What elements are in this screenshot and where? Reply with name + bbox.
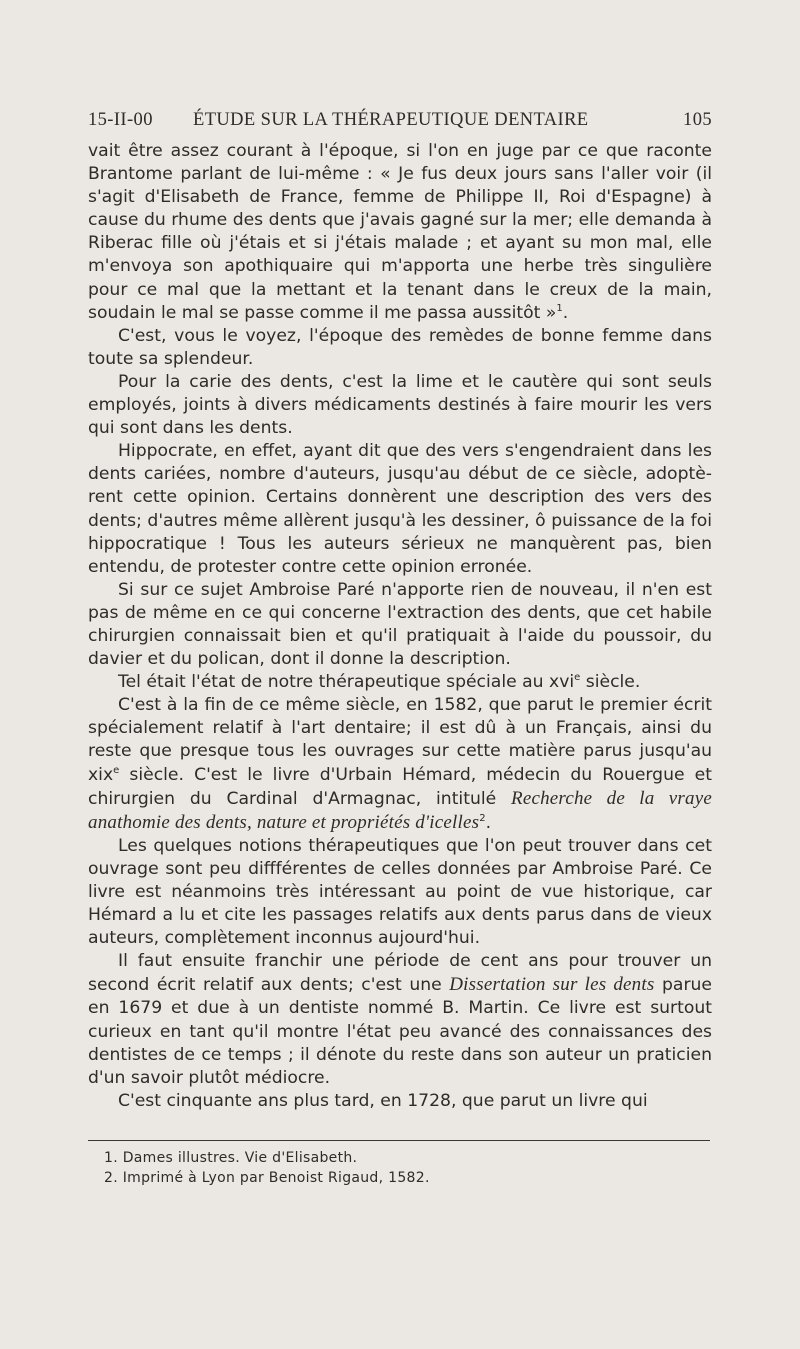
running-header	[88, 110, 712, 134]
footnotes	[104, 1148, 704, 1188]
book-title-martin: Dissertation sur les dents	[449, 974, 655, 996]
book-title-hemard: Recherche de la vraye anathomie des dents, nature et propriétés d'icelles	[88, 787, 712, 833]
paragraph-2: C'est, vous le voyez, l'époque des remèdes de bonne femme dans toute sa splendeur.	[88, 325, 712, 369]
paragraph-5: Si sur ce sujet Ambroise Paré n'apporte rien de nouveau, il n'en est pas de même en ce qui concerne l'extraction des dents, que cet habile chirurgien connaissait bien et qu'il pratiquait à l'aide du poussoir, du davier et du polican, dont il donne la description.	[88, 579, 712, 670]
paragraph-6: Tel était l'état de notre thérapeutique spéciale au xvi$^e$ siècle.	[118, 672, 641, 693]
paragraph-1: vait être assez courant à l'époque, si l'on en juge par ce que raconte Brantome parlant de lui-même : « Je fus deux jours sans l'aller voir (il s'agit d'Elisabeth de France, femme de Philippe II, Roi d'Espagne) à cause du rhume des dents que j'avais gagné sur la mer; elle demanda à Riberac fille où j'étais et si j'étais malade ; et ayant su mon mal, elle m'envoya son apothiquaire qui m'apporta une herbe très singulière pour ce mal que la mettant et la tenant dans le creux de la main, soudain le mal se passe comme il me passa aussitôt »$^1$.	[88, 141, 712, 323]
running-title: ÉTUDE SUR LA THÉRAPEUTIQUE DENTAIRE	[193, 110, 589, 130]
footnote-ref-1: 1	[556, 302, 563, 314]
paragraph-7: C'est à la fin de ce même siècle, en 1582, que parut le premier écrit spécialement relatif à l'art dentaire; il est dû à un Français, ainsi du reste que presque tous les ouvrages sur cette matière parus jusqu'au xix$^e$ siècle. C'est le livre d'Urbain Hémard, médecin du Rouergue et chirurgien du Cardinal d'Armagnac, intitulé Recherche de la vraye anathomie des dents, nature et propriétés d'icelles$^2$.	[88, 695, 712, 833]
footnote-2: 2. Imprimé à Lyon par Benoist Rigaud, 1582.	[104, 1170, 430, 1186]
body-text	[88, 140, 712, 1113]
paragraph-3: Pour la carie des dents, c'est la lime et le cautère qui sont seuls employés, joints à divers médicaments destinés à faire mourir les vers qui sont dans les dents.	[88, 371, 712, 439]
paragraph-10: C'est cinquante ans plus tard, en 1728, que parut un livre qui	[118, 1090, 648, 1111]
footnote-divider	[88, 1140, 710, 1141]
paragraph-9: Il faut ensuite franchir une période de cent ans pour trouver un second écrit relatif aux dents; c'est une Dissertation sur les dents parue en 1679 et due à un dentiste nommé B. Martin. Ce livre est surtout curieux en tant qu'il montre l'état peu avancé des connaissances des dentistes de ce temps ; il dénote du reste dans son auteur un praticien d'un savoir plutôt médiocre.	[88, 951, 712, 1088]
paragraph-4: Hippocrate, en effet, ayant dit que des vers s'engendraient dans les dents cariées, nombre d'auteurs, jusqu'au début de ce siècle, adoptèrent cette opinion. Certains donnèrent une description des vers des dents; d'autres même allèrent jusqu'à les dessiner, ô puissance de la foi hippocratique ! Tous les auteurs sérieux ne manquèrent pas, bien entendu, de protester contre cette opinion erronée.	[88, 441, 712, 577]
footnote-ref-2: 2	[479, 812, 486, 824]
page-number: 105	[683, 110, 712, 130]
issue-date: 15-II-00	[88, 110, 153, 130]
paragraph-8: Les quelques notions thérapeutiques que l'on peut trouver dans cet ouvrage sont peu diffférentes de celles données par Ambroise Paré. Ce livre est néanmoins très intéressant au point de vue historique, car Hémard a lu et cite les passages relatifs aux dents parus dans de vieux auteurs, complètement inconnus aujourd'hui.	[88, 835, 712, 949]
footnote-1: 1. Dames illustres. Vie d'Elisabeth.	[104, 1150, 358, 1166]
